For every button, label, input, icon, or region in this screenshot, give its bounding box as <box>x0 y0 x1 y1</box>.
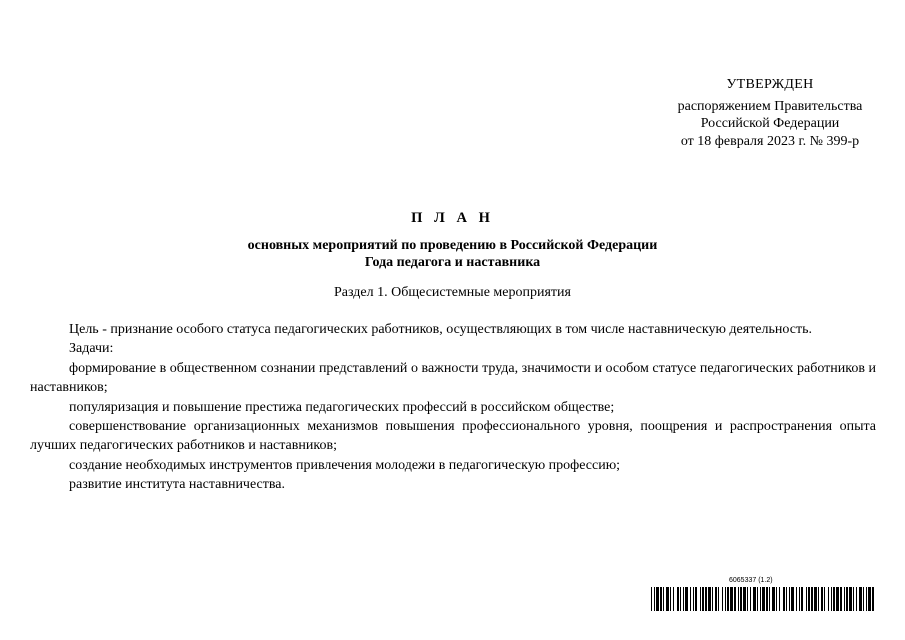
barcode-bar <box>831 587 832 611</box>
barcode-bar <box>654 587 655 611</box>
barcode-bar <box>762 587 765 611</box>
barcode-bar <box>718 587 719 611</box>
approval-line-3: от 18 февраля 2023 г. № 399-р <box>680 133 860 149</box>
barcode-bar <box>866 587 867 611</box>
barcode-bar <box>660 587 662 611</box>
barcode-bar <box>670 587 671 611</box>
barcode-bar <box>796 587 797 611</box>
barcode-bar <box>811 587 813 611</box>
barcode-icon <box>651 587 876 611</box>
barcode-bar <box>750 587 751 611</box>
barcode-bar <box>840 587 842 611</box>
barcode-bar <box>849 587 852 611</box>
barcode-bar <box>753 587 756 611</box>
plan-subtitle-line-2: Года педагога и наставника <box>364 255 541 270</box>
barcode-bar <box>872 587 874 611</box>
approval-line-2: Российской Федерации <box>700 116 840 131</box>
barcode-bar <box>801 587 803 611</box>
barcode-bar <box>738 587 739 611</box>
plan-subtitle <box>0 237 905 271</box>
barcode <box>651 577 876 613</box>
barcode-bar <box>747 587 748 611</box>
paragraph-tasks-heading: Задачи: <box>69 341 114 357</box>
paragraph-task-5: развитие института наставничества. <box>69 477 286 493</box>
paragraph-task-4: создание необходимых инструментов привлечения молодежи в педагогическую профессию; <box>69 457 621 473</box>
barcode-bar <box>651 587 652 611</box>
barcode-bar <box>806 587 807 611</box>
barcode-bar <box>708 587 711 611</box>
barcode-bar <box>856 587 857 611</box>
barcode-bar <box>680 587 681 611</box>
paragraph-goal: Цель - признание особого статуса педагогических работников, осуществляющих в том числе наставническую деятельность. <box>69 322 812 337</box>
barcode-bar <box>846 587 848 611</box>
document-body <box>30 320 876 495</box>
barcode-bar <box>693 587 694 611</box>
barcode-bar <box>656 587 659 611</box>
barcode-bar <box>673 587 674 611</box>
barcode-bar <box>677 587 679 611</box>
barcode-bar <box>776 587 777 611</box>
barcode-bar <box>702 587 704 611</box>
barcode-bar <box>814 587 817 611</box>
barcode-bar <box>853 587 854 611</box>
barcode-bar <box>766 587 768 611</box>
barcode-bar <box>769 587 770 611</box>
barcode-bar <box>818 587 819 611</box>
plan-subtitle-line-1: основных мероприятий по проведению в Российской Федерации <box>247 238 658 253</box>
barcode-bar <box>859 587 862 611</box>
approval-block <box>640 76 900 150</box>
barcode-label: 6065337 (1.2) <box>729 577 773 584</box>
barcode-bar <box>868 587 871 611</box>
barcode-bar <box>725 587 726 611</box>
barcode-bar <box>730 587 733 611</box>
paragraph-task-3: совершенствование организационных механизмов повышения профессионального уровня, поощрения и распространения опыта лучших педагогических работников и наставников; <box>30 419 876 454</box>
approval-line-1: распоряжением Правительства <box>677 98 863 114</box>
barcode-bar <box>836 587 839 611</box>
barcode-bar <box>789 587 790 611</box>
paragraph-task-1: формирование в общественном сознании представлений о важности труда, значимости и особом статусе педагогических работников и наставников; <box>30 360 876 396</box>
barcode-bar <box>663 587 664 611</box>
barcode-bar <box>757 587 758 611</box>
barcode-bar <box>786 587 787 611</box>
barcode-bar <box>740 587 742 611</box>
barcode-bar <box>821 587 823 611</box>
barcode-bar <box>722 587 723 611</box>
paragraph-task-2: популяризация и повышение престижа педагогических профессий в российском обществе; <box>69 399 615 415</box>
barcode-bar <box>783 587 785 611</box>
barcode-bar <box>772 587 775 611</box>
barcode-bar <box>727 587 729 611</box>
barcode-bar <box>666 587 669 611</box>
barcode-bar <box>690 587 691 611</box>
barcode-bar <box>863 587 864 611</box>
plan-title: П Л А Н <box>411 210 494 226</box>
barcode-bar <box>760 587 761 611</box>
barcode-bar <box>683 587 684 611</box>
barcode-bar <box>824 587 825 611</box>
barcode-bar <box>712 587 713 611</box>
barcode-bar <box>799 587 800 611</box>
barcode-bar <box>734 587 736 611</box>
barcode-bar <box>828 587 829 611</box>
barcode-bar <box>779 587 780 611</box>
barcode-bar <box>700 587 701 611</box>
barcode-bar <box>695 587 697 611</box>
approval-title: УТВЕРЖДЕН <box>726 77 814 92</box>
barcode-bar <box>743 587 746 611</box>
barcode-bar <box>808 587 810 611</box>
barcode-bar <box>705 587 707 611</box>
section-title: Раздел 1. Общесистемные мероприятия <box>334 285 571 300</box>
barcode-bar <box>791 587 794 611</box>
barcode-bar <box>833 587 835 611</box>
barcode-bar <box>715 587 717 611</box>
barcode-bar <box>844 587 845 611</box>
barcode-bar <box>685 587 688 611</box>
